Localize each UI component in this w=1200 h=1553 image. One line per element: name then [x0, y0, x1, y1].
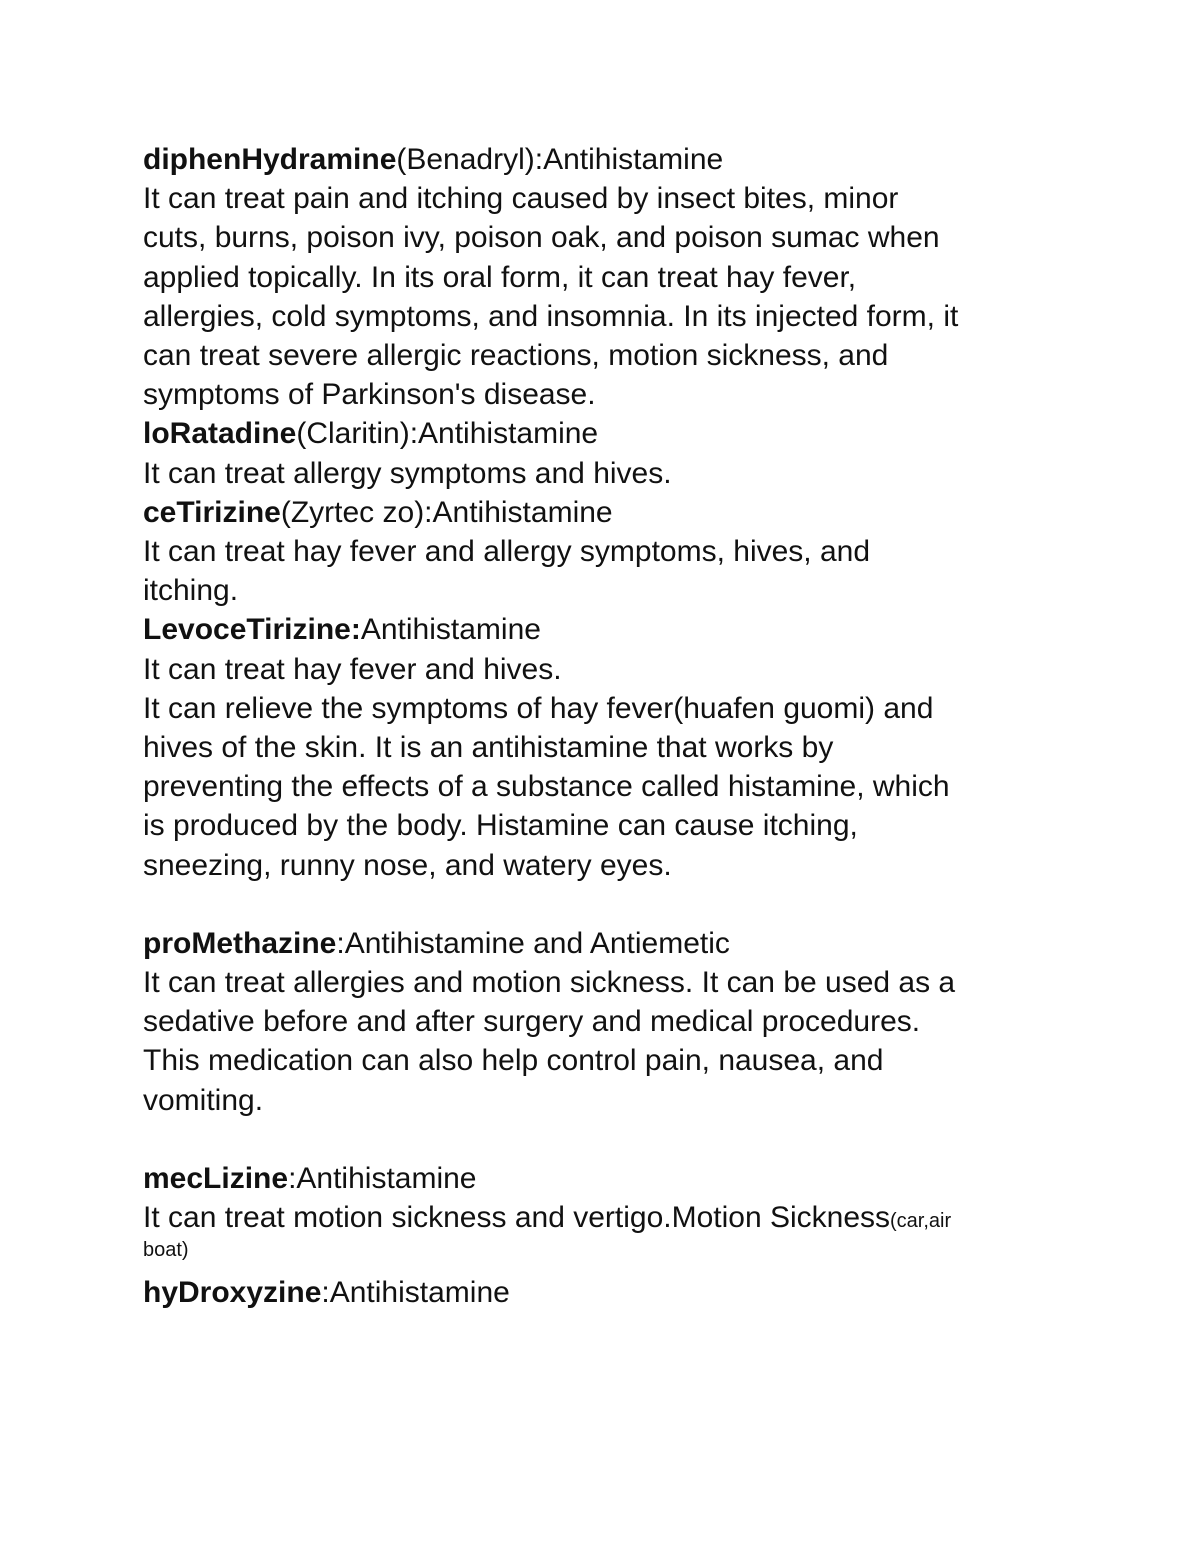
description-line: is produced by the body. Histamine can cause itching,	[143, 809, 858, 843]
drug-name: loRatadine	[143, 417, 297, 451]
description-line: can treat severe allergic reactions, motion sickness, and	[143, 339, 889, 373]
drug-name: mecLizine	[143, 1161, 289, 1195]
entry-heading	[143, 414, 1073, 453]
entry-heading	[143, 924, 1073, 963]
paragraph-gap	[143, 885, 1073, 924]
entry-levocetirizine	[143, 610, 1073, 884]
drug-name: diphenHydramine	[143, 143, 397, 176]
description-line: allergies, cold symptoms, and insomnia. In its injected form, it	[143, 299, 959, 333]
drug-name: proMethazine	[143, 926, 337, 960]
drug-name: hyDroxyzine	[143, 1276, 322, 1310]
description-line: sedative before and after surgery and medical procedures.	[143, 1005, 921, 1039]
paragraph-gap	[143, 1120, 1073, 1159]
entry-promethazine	[143, 924, 1073, 1120]
description-line: It can treat hay fever and hives.	[143, 652, 562, 686]
entry-cetirizine	[143, 493, 1073, 611]
description-line: cuts, burns, poison ivy, poison oak, and poison sumac when	[143, 221, 940, 255]
paragraph-gap	[143, 1261, 1073, 1273]
entry-heading	[143, 1159, 1073, 1198]
drug-name: ceTirizine	[143, 495, 281, 529]
drug-class: :Antihistamine	[321, 1276, 510, 1310]
description-line: It can relieve the symptoms of hay fever(huafen guomi) and	[143, 691, 934, 725]
description-line: preventing the effects of a substance called histamine, which	[143, 770, 950, 804]
description-line: vomiting.	[143, 1083, 264, 1117]
description-line: It can treat allergy symptoms and hives.	[143, 456, 672, 490]
drug-class: (Claritin):Antihistamine	[296, 417, 599, 451]
drug-class: :Antihistamine	[288, 1161, 477, 1195]
small-note-line: boat)	[143, 1239, 189, 1262]
description-line: sneezing, runny nose, and watery eyes.	[143, 848, 672, 882]
entry-heading	[143, 1273, 1073, 1312]
entry-diphenhydramine	[143, 140, 1073, 414]
description-line: It can treat hay fever and allergy symptoms, hives, and	[143, 535, 871, 569]
description-line: applied topically. In its oral form, it can treat hay fever,	[143, 260, 857, 294]
entry-heading	[143, 493, 1073, 532]
description-line	[143, 1198, 1073, 1241]
entry-heading	[143, 140, 1073, 179]
drug-class: :Antihistamine and Antiemetic	[336, 926, 730, 960]
small-note: (car,air	[890, 1210, 952, 1233]
entry-loratadine	[143, 414, 1073, 492]
description-line: hives of the skin. It is an antihistamine that works by	[143, 731, 834, 765]
description-line: symptoms of Parkinson's disease.	[143, 378, 596, 412]
entry-heading	[143, 610, 1073, 649]
description-line: It can treat allergies and motion sickness. It can be used as a	[143, 966, 956, 1000]
description-line: itching.	[143, 574, 239, 608]
description-text: It can treat motion sickness and vertigo.Motion Sickness	[143, 1201, 891, 1235]
drug-class: Antihistamine	[360, 613, 541, 647]
drug-name: LevoceTirizine:	[143, 613, 361, 647]
entry-hydroxyzine	[143, 1273, 1073, 1312]
entry-meclizine	[143, 1159, 1073, 1261]
drug-class: (Zyrtec zo):Antihistamine	[280, 495, 613, 529]
description-line: This medication can also help control pain, nausea, and	[143, 1044, 884, 1078]
drug-class: (Benadryl):Antihistamine	[396, 143, 724, 176]
document-page	[143, 140, 1073, 1312]
description-line: It can treat pain and itching caused by insect bites, minor	[143, 182, 899, 216]
